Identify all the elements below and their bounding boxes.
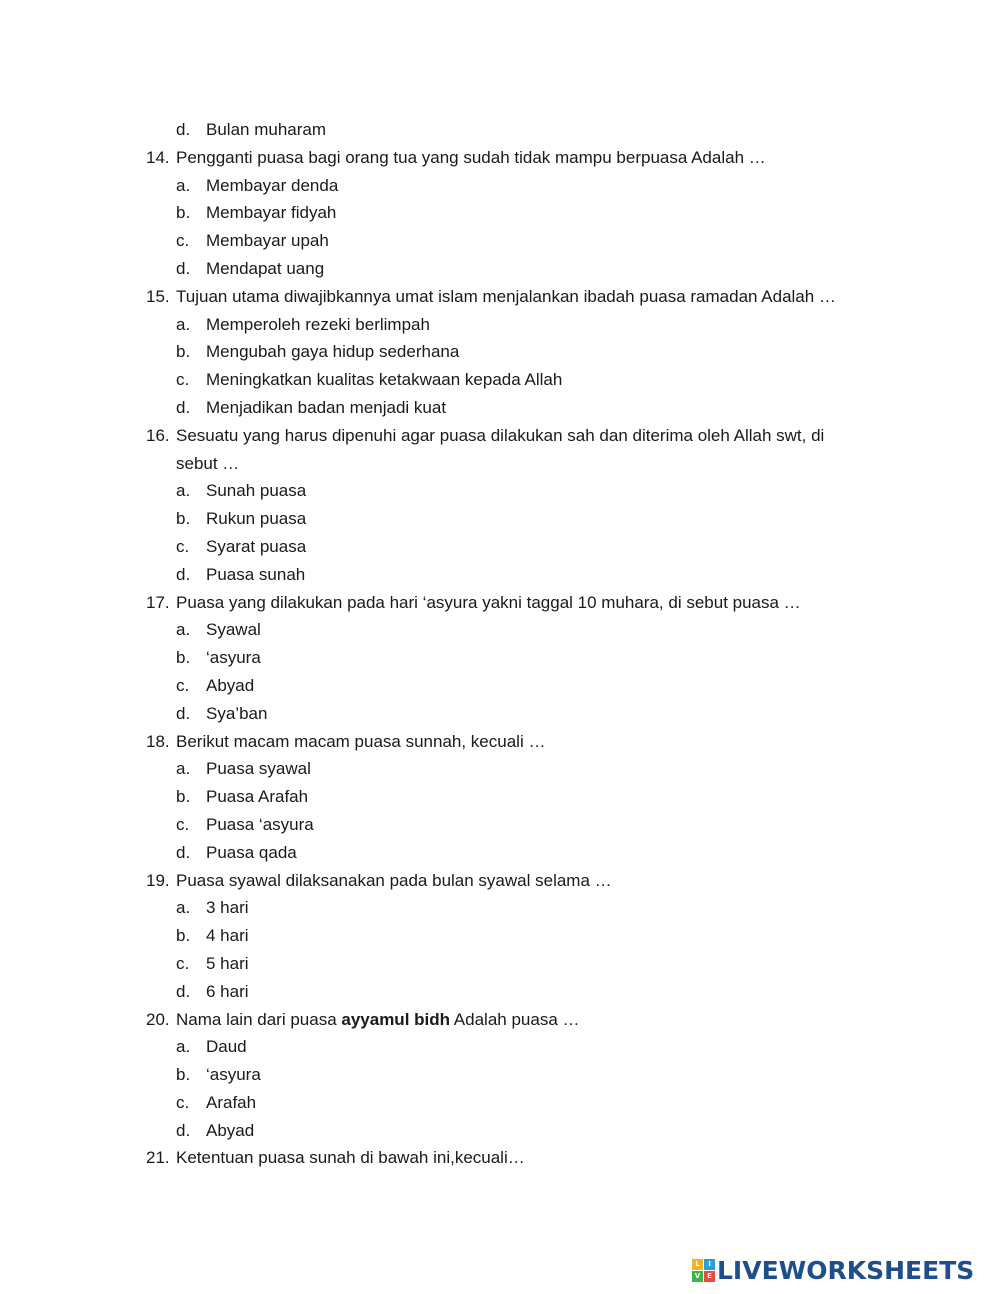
question-continuation	[0, 450, 1000, 478]
question-text	[176, 1006, 580, 1034]
answer-option	[0, 811, 1000, 839]
option-text: ‘asyura	[206, 1065, 261, 1085]
answer-option	[0, 533, 1000, 561]
answer-option	[0, 978, 1000, 1006]
question-text: Puasa syawal dilaksanakan pada bulan syawal selama …	[176, 870, 612, 890]
option-text: 6 hari	[206, 981, 249, 1001]
question-14	[0, 144, 1000, 172]
option-text: Sunah puasa	[206, 481, 307, 501]
option-text: Bulan muharam	[206, 120, 327, 139]
option-letter: b.	[176, 648, 191, 668]
option-letter: a.	[176, 620, 191, 640]
answer-option	[0, 1033, 1000, 1061]
option-text: Puasa syawal	[206, 759, 311, 779]
answer-option	[0, 950, 1000, 978]
answer-option	[0, 922, 1000, 950]
option-letter: c.	[176, 231, 190, 251]
answer-option	[0, 172, 1000, 200]
answer-option	[0, 644, 1000, 672]
option-letter: a.	[176, 481, 191, 501]
logo-square-l: L	[692, 1259, 703, 1270]
answer-option	[0, 1117, 1000, 1145]
logo-text: LIVEWORKSHEETS	[717, 1255, 975, 1285]
question-number: 17.	[146, 592, 170, 612]
option-letter: b.	[176, 203, 191, 223]
answer-option	[0, 394, 1000, 422]
option-text: Menjadikan badan menjadi kuat	[206, 397, 447, 417]
option-text: Rukun puasa	[206, 509, 307, 529]
answer-option	[0, 783, 1000, 811]
answer-option	[0, 505, 1000, 533]
option-letter: b.	[176, 509, 191, 529]
answer-option	[0, 1061, 1000, 1089]
answer-option	[0, 672, 1000, 700]
option-letter: d.	[176, 397, 191, 417]
option-letter: c.	[176, 953, 190, 973]
option-text: Syawal	[206, 620, 261, 640]
option-text: Mengubah gaya hidup sederhana	[206, 342, 460, 362]
option-text: 4 hari	[206, 926, 249, 946]
question-text: Pengganti puasa bagi orang tua yang sudah tidak mampu berpuasa Adalah …	[176, 147, 766, 167]
option-letter: a.	[176, 898, 191, 918]
option-text: Membayar upah	[206, 231, 329, 251]
answer-option	[0, 199, 1000, 227]
option-text: Memperoleh rezeki berlimpah	[206, 314, 430, 334]
answer-option	[0, 894, 1000, 922]
question-text: Sesuatu yang harus dipenuhi agar puasa dilakukan sah dan diterima oleh Allah swt, di	[176, 425, 825, 445]
logo-square-i: I	[704, 1259, 715, 1270]
answer-option	[0, 839, 1000, 867]
answer-option	[0, 1089, 1000, 1117]
option-letter: b.	[176, 926, 191, 946]
option-text: Meningkatkan kualitas ketakwaan kepada Allah	[206, 370, 563, 390]
option-text: Puasa qada	[206, 842, 297, 862]
option-text: 3 hari	[206, 898, 249, 918]
answer-option	[0, 311, 1000, 339]
question-text: Tujuan utama diwajibkannya umat islam menjalankan ibadah puasa ramadan Adalah …	[176, 286, 836, 306]
logo-square-e: E	[704, 1271, 715, 1282]
question-17	[0, 589, 1000, 617]
option-letter: a.	[176, 1037, 191, 1057]
question-number: 18.	[146, 731, 170, 751]
option-letter: b.	[176, 787, 191, 807]
option-letter: d.	[176, 258, 191, 278]
option-letter: b.	[176, 1065, 191, 1085]
liveworksheets-logo	[692, 1254, 974, 1286]
worksheet-content	[0, 116, 1000, 1172]
option-text: Mendapat uang	[206, 258, 325, 278]
question-number: 20.	[146, 1009, 170, 1029]
question-19	[0, 867, 1000, 895]
option-letter: c.	[176, 814, 190, 834]
answer-option	[0, 227, 1000, 255]
question-number: 16.	[146, 425, 170, 445]
logo-mark-icon	[692, 1259, 715, 1282]
answer-option	[0, 116, 1000, 144]
answer-option	[0, 477, 1000, 505]
option-letter: d.	[176, 842, 191, 862]
question-20	[0, 1006, 1000, 1034]
option-text: Membayar fidyah	[206, 203, 337, 223]
option-text: Puasa Arafah	[206, 787, 309, 807]
question-text: Ketentuan puasa sunah di bawah ini,kecuali…	[176, 1148, 525, 1168]
answer-option	[0, 338, 1000, 366]
answer-option	[0, 616, 1000, 644]
question-text: Puasa yang dilakukan pada hari ‘asyura yakni taggal 10 muhara, di sebut puasa …	[176, 592, 801, 612]
question-text-part: Adalah puasa …	[450, 1009, 580, 1029]
logo-square-v: V	[692, 1271, 703, 1282]
answer-option	[0, 755, 1000, 783]
question-text-part: Nama lain dari puasa	[176, 1009, 342, 1029]
option-text: Abyad	[206, 675, 255, 695]
answer-option	[0, 561, 1000, 589]
option-text: Sya’ban	[206, 703, 268, 723]
option-letter: a.	[176, 314, 191, 334]
option-letter: a.	[176, 175, 191, 195]
question-number: 14.	[146, 147, 170, 167]
question-text-bold: ayyamul bidh	[341, 1009, 451, 1029]
option-letter: a.	[176, 759, 191, 779]
option-text: Arafah	[206, 1092, 257, 1112]
answer-option	[0, 700, 1000, 728]
answer-option	[0, 366, 1000, 394]
option-text: Membayar denda	[206, 175, 339, 195]
option-letter: d.	[176, 981, 191, 1001]
option-text: Puasa ‘asyura	[206, 814, 314, 834]
question-16	[0, 422, 1000, 450]
question-text: sebut …	[176, 453, 240, 473]
question-number: 19.	[146, 870, 170, 890]
option-text: Daud	[206, 1037, 247, 1057]
answer-option	[0, 255, 1000, 283]
option-letter: c.	[176, 1092, 190, 1112]
option-text: Syarat puasa	[206, 536, 307, 556]
question-number: 21.	[146, 1148, 170, 1168]
question-18	[0, 728, 1000, 756]
question-number: 15.	[146, 286, 170, 306]
option-letter: d.	[176, 1120, 191, 1140]
option-letter: d.	[176, 120, 191, 139]
question-21	[0, 1144, 1000, 1172]
option-letter: b.	[176, 342, 191, 362]
option-text: Puasa sunah	[206, 564, 306, 584]
option-letter: d.	[176, 564, 191, 584]
option-letter: c.	[176, 370, 190, 390]
question-text: Berikut macam macam puasa sunnah, kecuali …	[176, 731, 546, 751]
option-text: ‘asyura	[206, 648, 261, 668]
option-letter: d.	[176, 703, 191, 723]
question-15	[0, 283, 1000, 311]
option-letter: c.	[176, 536, 190, 556]
option-text: 5 hari	[206, 953, 249, 973]
option-text: Abyad	[206, 1120, 255, 1140]
option-letter: c.	[176, 675, 190, 695]
